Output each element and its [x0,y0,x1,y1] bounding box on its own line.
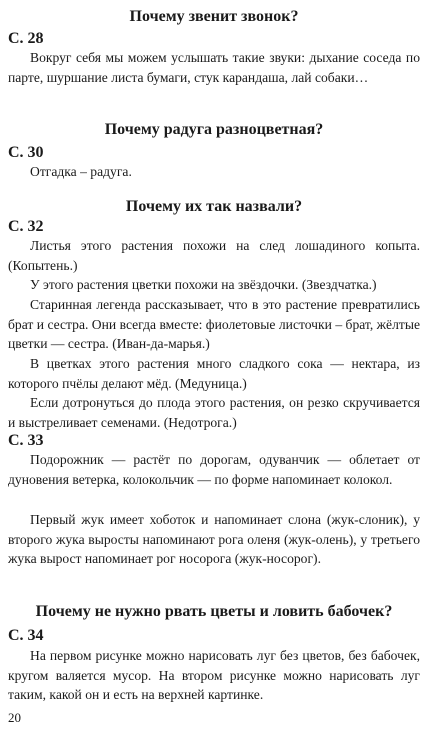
section-number-30: С. 30 [8,144,44,161]
page-number: 20 [8,710,21,725]
section-number-32: С. 32 [8,218,44,235]
paragraph-sounds: Вокруг себя мы можем услышать такие звуки: дыхание соседа по парте, шуршание листа бумаги, стук карандаша, лай собаки… [8,50,420,85]
section-number-34: С. 34 [8,627,44,644]
section-number-33: С. 33 [8,432,44,449]
paragraph-kopyten: Листья этого растения похожи на след лошадиного копыта. (Копытень.) [8,238,420,273]
paragraph-nedotroga: Если дотронуться до плода этого растения, он резко скручивается и выстреливает семенами. (Недотрога.) [8,395,420,430]
paragraph-riddle-answer: Отгадка – радуга. [30,164,132,179]
heading-rainbow: Почему радуга разноцветная? [104,121,324,138]
heading-names: Почему их так назвали? [125,198,303,215]
section-number-28: С. 28 [8,30,44,47]
paragraph-plants-forms: Подорожник — растёт по дорогам, одуванчик — облетает от дуновения ветерка, колокольчик — по форме напоминает колокол. [8,452,420,487]
paragraph-zvezdchatka: У этого растения цветки похожи на звёздочки. (Звездчатка.) [30,277,377,292]
paragraph-meadow-drawing: На первом рисунке можно нарисовать луг без цветов, без бабочек, кругом валяется мусор. На втором рисунке можно нарисовать луг таким, какой он и есть на верхней картинке. [8,648,420,702]
heading-flowers-butterflies: Почему не нужно рвать цветы и ловить бабочек? [35,603,393,620]
paragraph-medunitsa: В цветках этого растения много сладкого сока — нектара, из которого пчёлы делают мёд. (Медуница.) [8,356,420,391]
heading-bell: Почему звенит звонок? [129,8,299,25]
paragraph-ivan-da-marya: Старинная легенда рассказывает, что в это растение превратились брат и сестра. Они всегда вместе: фиолетовые листочки – брат, жёлтые цветки — сестра. (Иван-да-марья.) [8,297,420,351]
paragraph-beetles: Первый жук имеет хоботок и напоминает слона (жук-слоник), у второго жука выросты напоминают рога оленя (жук-олень), у третьего жука вырост напоминает рог носорога (жук-носорог). [8,512,420,566]
